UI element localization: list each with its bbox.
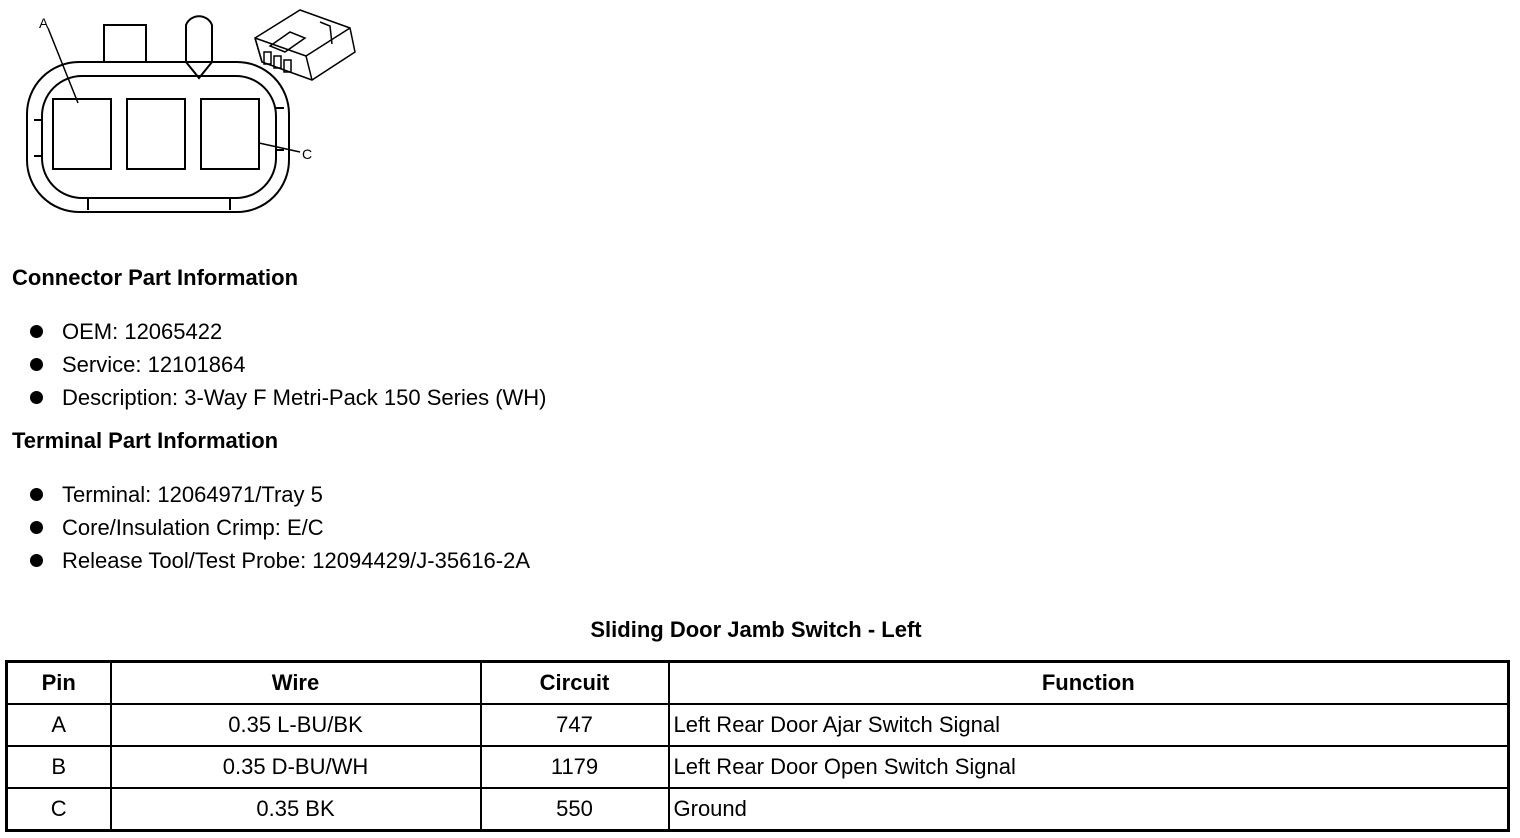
terminal-part-list: [30, 478, 530, 577]
list-item: OEM: 12065422: [30, 315, 547, 348]
list-item: Release Tool/Test Probe: 12094429/J-35616-2A: [30, 544, 530, 577]
cell-pin: A: [7, 704, 111, 746]
table-row: [7, 704, 1509, 746]
table-row: [7, 746, 1509, 788]
list-item: Service: 12101864: [30, 348, 547, 381]
cavity-c: [201, 99, 259, 169]
cavity-label-c: C: [302, 146, 313, 162]
cavity-a: [53, 99, 111, 169]
cell-function: Left Rear Door Ajar Switch Signal: [669, 704, 1509, 746]
cell-pin: C: [7, 788, 111, 831]
cell-pin: B: [7, 746, 111, 788]
header-function: Function: [669, 662, 1509, 705]
header-pin: Pin: [7, 662, 111, 705]
header-circuit: Circuit: [481, 662, 669, 705]
cell-circuit: 1179: [481, 746, 669, 788]
cell-function: Left Rear Door Open Switch Signal: [669, 746, 1509, 788]
list-item: Terminal: 12064971/Tray 5: [30, 478, 530, 511]
connector-diagram: [0, 0, 380, 225]
top-lock-tab: [104, 25, 146, 62]
cavity-label-a: A: [39, 15, 49, 31]
cell-circuit: 550: [481, 788, 669, 831]
table-header-row: [7, 662, 1509, 705]
header-wire: Wire: [111, 662, 481, 705]
connector-housing-inner: [42, 76, 276, 198]
list-item: Core/Insulation Crimp: E/C: [30, 511, 530, 544]
table-row: [7, 788, 1509, 831]
cell-circuit: 747: [481, 704, 669, 746]
connector-iso-icon: [255, 10, 355, 80]
connector-part-heading: Connector Part Information: [12, 265, 299, 290]
connector-part-list: [30, 315, 547, 414]
terminal-part-heading: Terminal Part Information: [12, 428, 279, 453]
cell-wire: 0.35 BK: [111, 788, 481, 831]
cell-function: Ground: [669, 788, 1509, 831]
connector-housing-outer: [27, 62, 289, 212]
cell-wire: 0.35 L-BU/BK: [111, 704, 481, 746]
pin-table: [5, 660, 1510, 832]
top-key-tab: [186, 16, 212, 78]
list-item: Description: 3-Way F Metri-Pack 150 Series (WH): [30, 381, 547, 414]
cell-wire: 0.35 D-BU/WH: [111, 746, 481, 788]
table-title: Sliding Door Jamb Switch - Left: [590, 617, 922, 642]
cavity-b: [127, 99, 185, 169]
